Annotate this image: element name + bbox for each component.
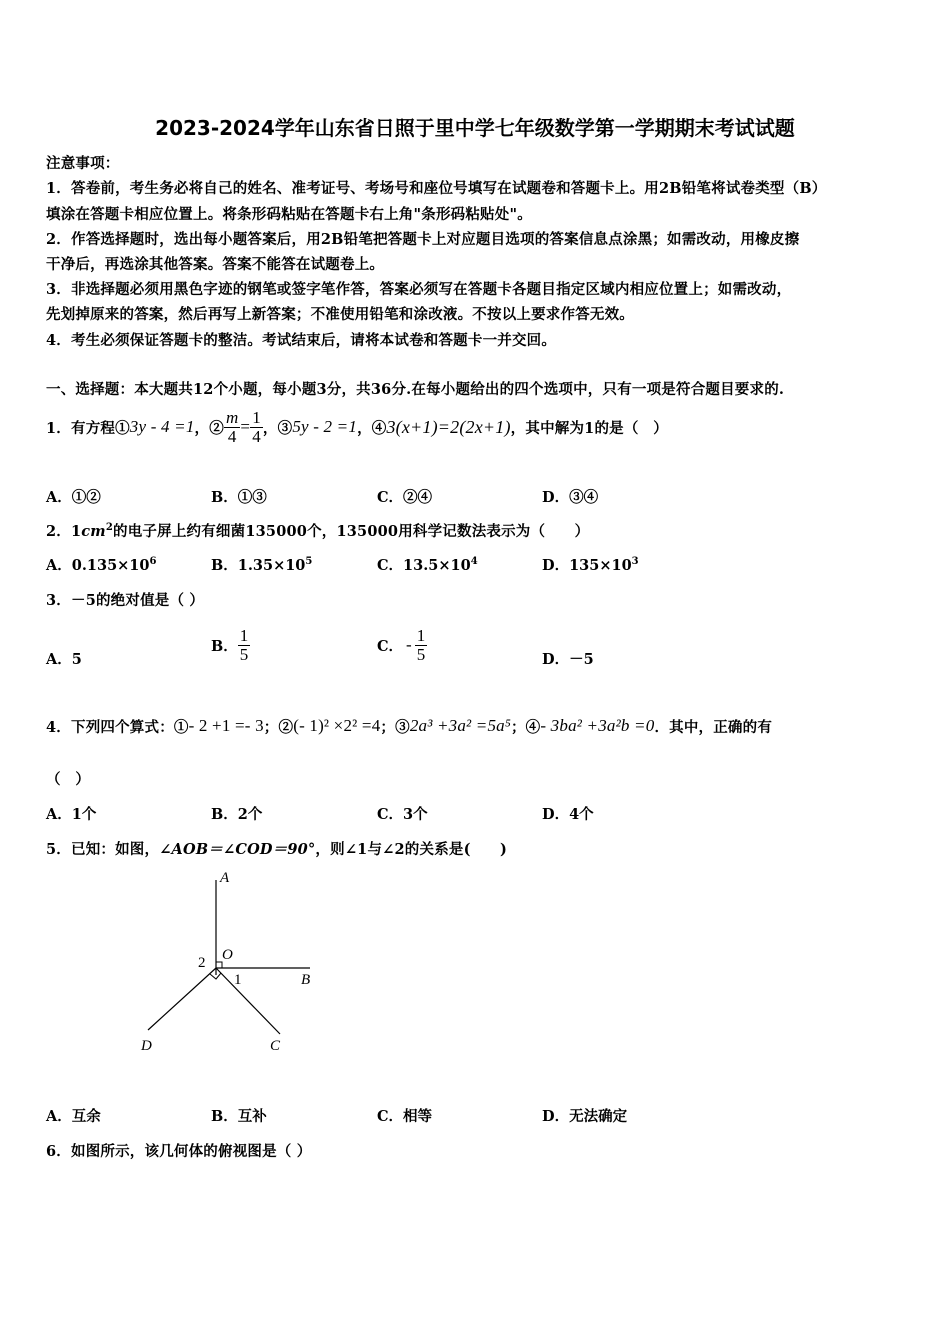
expression-2: (- 1)² ×2² =4 (293, 716, 381, 735)
option-d: D．4个 (542, 806, 594, 823)
angle-1-label: 1 (234, 972, 242, 988)
option-c: C．$13.5\times 10^4$ (377, 556, 478, 574)
section-heading: 一、选择题：本大题共12个小题，每小题3分，共36分.在每小题给出的四个选项中，只有一项是符合题目要求的. (46, 381, 785, 398)
label-d: D (141, 1038, 152, 1054)
angle-2-label: 2 (198, 955, 206, 971)
notice-line: 3．非选择题必须用黑色字迹的钢笔或签字笔作答，答案必须写在答题卡各题目指定区域内相应位置上；如需改动， (46, 281, 792, 298)
fraction-1-over-5: $\frac{1}{5}$ (416, 625, 426, 664)
question-2-text: 的电子屏上约有细菌135000个，135000用科学记数法表示为（ ） (113, 523, 590, 540)
question-2-prefix: 2．1 (46, 523, 82, 540)
option-c: C．相等 (377, 1108, 433, 1125)
question-1-sep: ，③ (262, 419, 293, 437)
option-d: D．－5 (542, 651, 594, 668)
expression-3: 2a³ +3a² =5a⁵ (409, 716, 511, 735)
label-b: B (301, 972, 311, 988)
label-o: O (222, 947, 233, 963)
option-b: B． $\frac{1}{5}$ (211, 625, 249, 664)
notice-line: 填涂在答题卡相应位置上。将条形码粘贴在答题卡右上角"条形码粘贴处"。 (46, 206, 532, 223)
option-c: C．②④ (377, 489, 433, 506)
question-5: 5．已知：如图，∠AOB＝∠COD＝90°，则∠1与∠2的关系是( ) (46, 841, 508, 858)
option-c: C． - $\frac{1}{5}$ (377, 625, 426, 664)
label-a: A (220, 870, 230, 886)
question-2 (46, 520, 589, 541)
question-1-prefix: 1．有方程① (46, 419, 130, 437)
notice-heading: 注意事项： (46, 155, 120, 172)
angle-figure (130, 866, 330, 1062)
option-b: B．①③ (211, 489, 267, 506)
angle-condition: ∠AOB＝∠COD＝90° (159, 841, 316, 858)
question-1-sep: ，④ (357, 419, 387, 437)
fraction-m-over-4: $\frac{m}{4}$ (225, 407, 239, 446)
unit-cm: cm (81, 523, 106, 540)
question-4-blank: （ ） (46, 771, 91, 788)
option-b: B．2个 (211, 806, 263, 823)
option-a: A．1个 (46, 806, 97, 823)
equation-3: 5y - 2 =1 (292, 417, 358, 436)
option-b: B．$1.35\times 10^5$ (211, 556, 313, 574)
equation-1: 3y - 4 =1 (129, 417, 195, 436)
option-a: A．5 (46, 651, 82, 668)
option-a: A．$0.135\times 10^6$ (46, 556, 157, 574)
equals-sign: = (240, 417, 251, 436)
option-d: D．③④ (542, 489, 599, 506)
notice-line: 1．答卷前，考生务必将自己的姓名、准考证号、考场号和座位号填写在试题卷和答题卡上。用2B铅笔将试卷类型（B） (46, 180, 827, 197)
fraction-1-over-4: $\frac{1}{4}$ (252, 407, 261, 446)
question-4: 4．下列四个算式：① - 2 +1 =- 3 ；② (- 1)² ×2² =4 ；③ 2a³ +3a² =5a⁵ ；④ - 3ba² +3a²b =0 ．其中，正确的有 (46, 716, 773, 736)
option-b: B．互补 (211, 1108, 267, 1125)
question-1-suffix: ，其中解为1的是（ ） (510, 419, 668, 437)
question-1 (46, 404, 668, 450)
fraction-1-over-5: $\frac{1}{5}$ (239, 625, 249, 664)
ray-od (148, 968, 216, 1030)
option-d: D．无法确定 (542, 1108, 628, 1125)
notice-line: 先划掉原来的答案，然后再写上新答案；不准使用铅笔和涂改液。不按以上要求作答无效。 (46, 306, 634, 323)
expression-1: - 2 +1 =- 3 (188, 716, 264, 735)
option-c: C．3个 (377, 806, 428, 823)
notice-line: 4．考生必须保证答题卡的整洁。考试结束后，请将本试卷和答题卡一并交回。 (46, 332, 557, 349)
option-a: A．①② (46, 489, 101, 506)
notice-line: 干净后，再选涂其他答案。答案不能答在试题卷上。 (46, 256, 385, 273)
notice-line: 2．作答选择题时，选出每小题答案后，用2B铅笔把答题卡上对应题目选项的答案信息点涂黑；如需改动，用橡皮擦 (46, 231, 800, 248)
question-3: 3．－5的绝对值是（ ） (46, 592, 205, 609)
page-title: 2023-2024学年山东省日照于里中学七年级数学第一学期期末考试试题 (155, 116, 795, 140)
ray-oc (216, 968, 280, 1034)
option-d: D．$135\times 10^3$ (542, 556, 639, 574)
question-6: 6．如图所示，该几何体的俯视图是（ ） (46, 1143, 312, 1160)
equation-4: 3(x+1)=2(2x+1) (386, 416, 511, 437)
label-c: C (270, 1038, 281, 1054)
unit-exponent: 2 (105, 522, 114, 534)
question-1-sep: ，② (194, 419, 224, 437)
expression-4: - 3ba² +3a²b =0 (540, 716, 655, 735)
option-a: A．互余 (46, 1108, 101, 1125)
